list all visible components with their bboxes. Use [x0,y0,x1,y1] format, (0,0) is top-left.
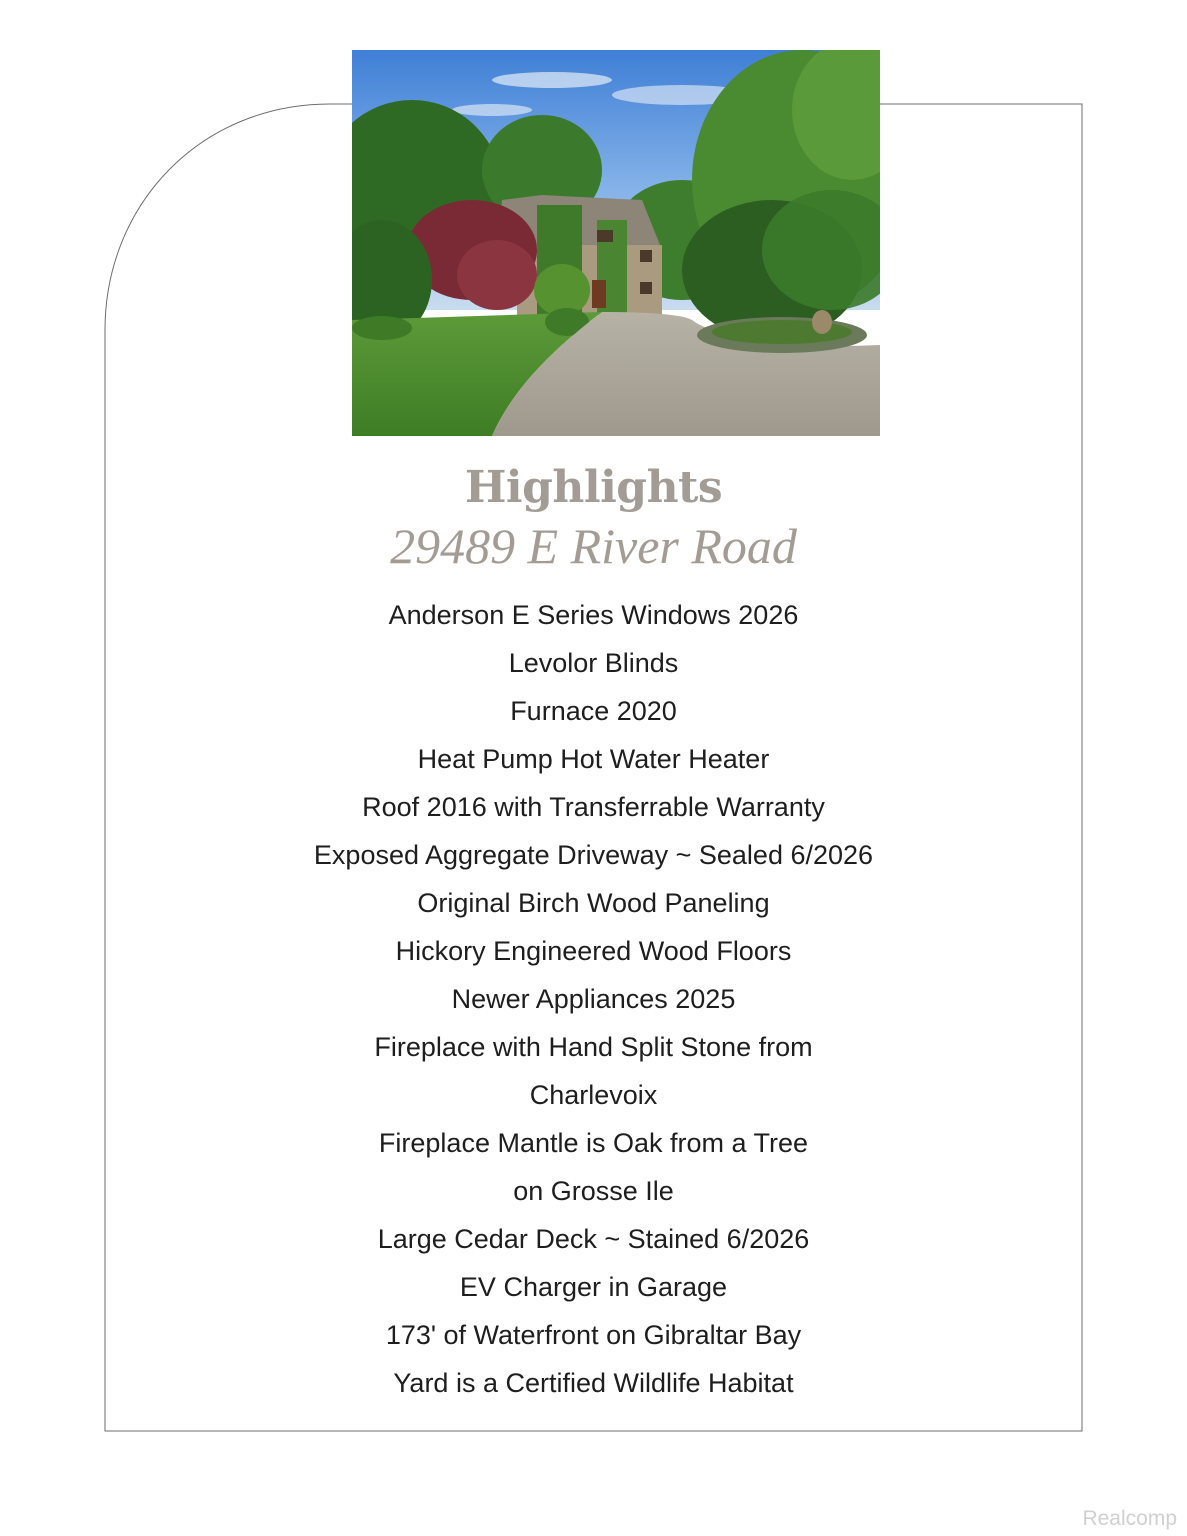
realcomp-watermark: Realcomp [1082,1507,1177,1530]
list-item: Roof 2016 with Transferrable Warranty [362,792,825,822]
list-item: 173' of Waterfront on Gibraltar Bay [385,1320,802,1350]
list-item: Levolor Blinds [508,648,679,678]
highlights-heading: Highlights [464,462,723,513]
list-item: Anderson E Series Windows 2026 [388,600,799,630]
list-item: Newer Appliances 2025 [451,984,736,1014]
list-item: Charlevoix [529,1080,658,1110]
list-item: Large Cedar Deck ~ Stained 6/2026 [377,1224,810,1254]
list-item: Original Birch Wood Paneling [417,888,770,918]
list-item: Furnace 2020 [510,696,677,726]
list-item: Yard is a Certified Wildlife Habitat [393,1368,794,1398]
property-address: 29489 E River Road [390,518,797,574]
list-item: Fireplace Mantle is Oak from a Tree [378,1128,809,1158]
list-item: on Grosse Ile [513,1176,674,1206]
list-item: Heat Pump Hot Water Heater [417,744,770,774]
list-item: Hickory Engineered Wood Floors [395,936,792,966]
list-item: Exposed Aggregate Driveway ~ Sealed 6/2026 [313,840,874,870]
list-item: EV Charger in Garage [459,1272,728,1302]
highlights-list [200,591,987,1407]
list-item: Fireplace with Hand Split Stone from [374,1032,813,1062]
house-photo [352,50,880,436]
